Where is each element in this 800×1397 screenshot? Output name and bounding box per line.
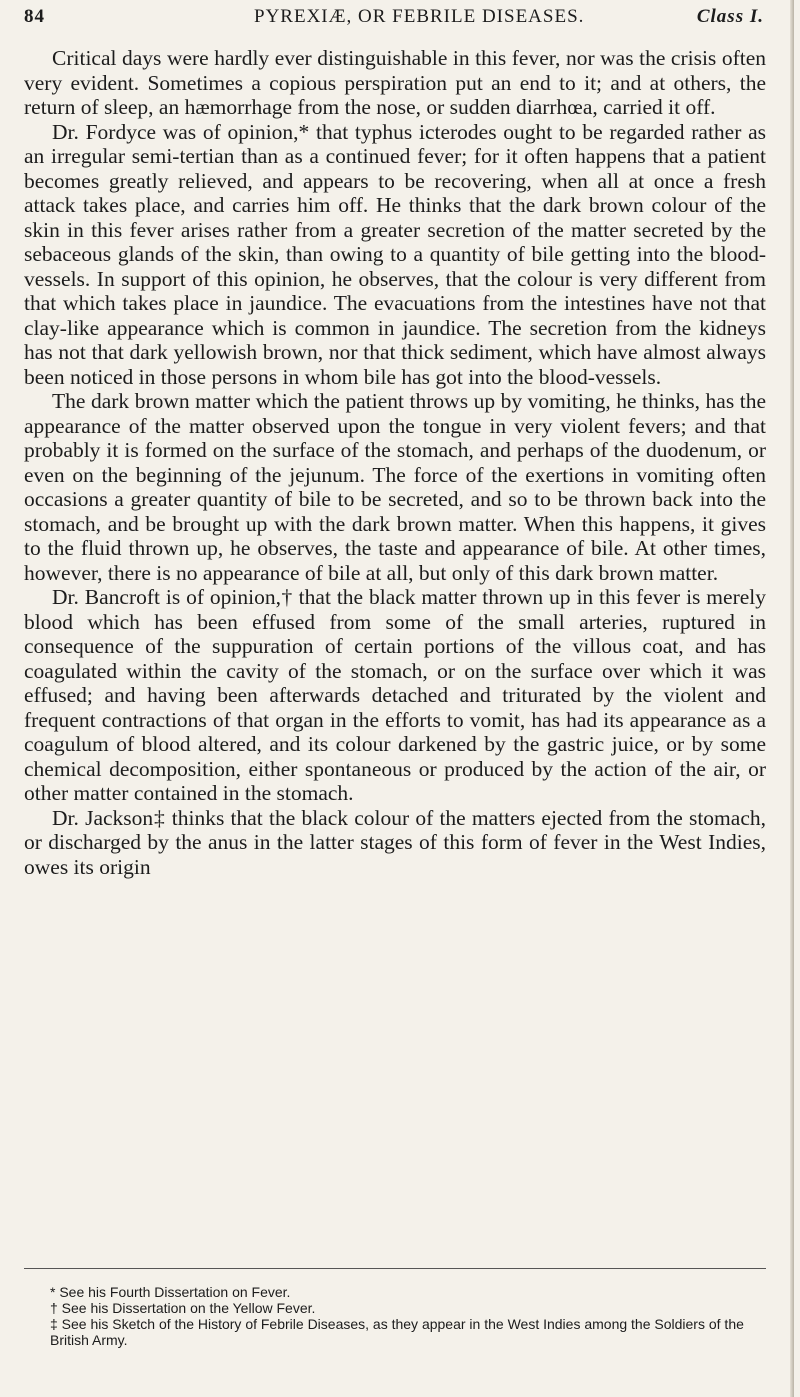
footnote-jackson: ‡ See his Sketch of the History of Febrile Diseases, as they appear in the West Indies among the Soldiers of the British Army.: [50, 1316, 744, 1348]
paragraph-bancroft: Dr. Bancroft is of opinion,† that the black matter thrown up in this fever is merely blood which has been effused from some of the small arteries, ruptured in consequence of the suppuration of certain portions of the villous coat, and has coagulated within the cavity of the stomach, or on the surface over which it was effused; and having been afterwards detached and triturated by the violent and frequent contractions of that organ in the efforts to vomit, has had its appearance as a coagulum of blood altered, and its colour darkened by the gastric juice, or by some chemical decomposition, either spontaneous or produced by the action of the air, or other matter contained in the stomach.: [24, 585, 766, 805]
paragraph-dark-brown-matter: The dark brown matter which the patient throws up by vomiting, he thinks, has the appearance of the matter observed upon the tongue in very violent fevers; and that probably it is formed on the surface of the stomach, and perhaps of the duodenum, or even on the beginning of the jejunum. The force of the exertions in vomiting often occasions a greater quantity of bile to be secreted, and so to be thrown back into the stomach, and be brought up with the dark brown matter. When this happens, it gives to the fluid thrown up, he observes, the taste and appearance of bile. At other times, however, there is no appearance of bile at all, but only of this dark brown matter.: [24, 389, 766, 585]
footnote-bancroft: † See his Dissertation on the Yellow Fever.: [50, 1300, 316, 1316]
footnote-fordyce: * See his Fourth Dissertation on Fever.: [50, 1284, 291, 1300]
running-head: [24, 6, 764, 36]
paragraph-critical-days: Critical days were hardly ever distinguishable in this fever, nor was the crisis often very evident. Sometimes a copious perspiration put an end to it; and at others, the return of sleep, an hæmorrhage from the nose, or sudden diarrhœa, carried it off.: [24, 46, 766, 119]
paragraph-fordyce: Dr. Fordyce was of opinion,* that typhus icterodes ought to be regarded rather as an irregular semi-tertian than as a continued fever; for it often happens that a patient becomes greatly relieved, and appears to be recovering, when all at once a fresh attack takes place, and carries him off. He thinks that the dark brown colour of the skin in this fever arises rather from a greater secretion of the matter secreted by the sebaceous glands of the skin, than owing to a quantity of bile getting into the blood-vessels. In support of this opinion, he observes, that the colour is very different from that which takes place in jaundice. The evacuations from the intestines have not that clay-like appearance which is common in jaundice. The secretion from the kidneys has not that dark yellowish brown, nor that thick sediment, which have almost always been noticed in those persons in whom bile has got into the blood-vessels.: [24, 119, 766, 389]
page-edge-shadow: [790, 0, 794, 1397]
footnote-rule: [24, 1268, 766, 1269]
body-text: [24, 46, 766, 879]
paragraph-jackson: Dr. Jackson‡ thinks that the black colour of the matters ejected from the stomach, or discharged by the anus in the latter stages of this form of fever in the West Indies, owes its origin: [24, 805, 766, 879]
page-number: 84: [24, 6, 45, 27]
class-label: Class I.: [696, 6, 764, 27]
footnotes: [50, 1284, 766, 1348]
running-title: PYREXIÆ, OR FEBRILE DISEASES.: [254, 6, 585, 27]
book-page: [24, 0, 772, 1397]
